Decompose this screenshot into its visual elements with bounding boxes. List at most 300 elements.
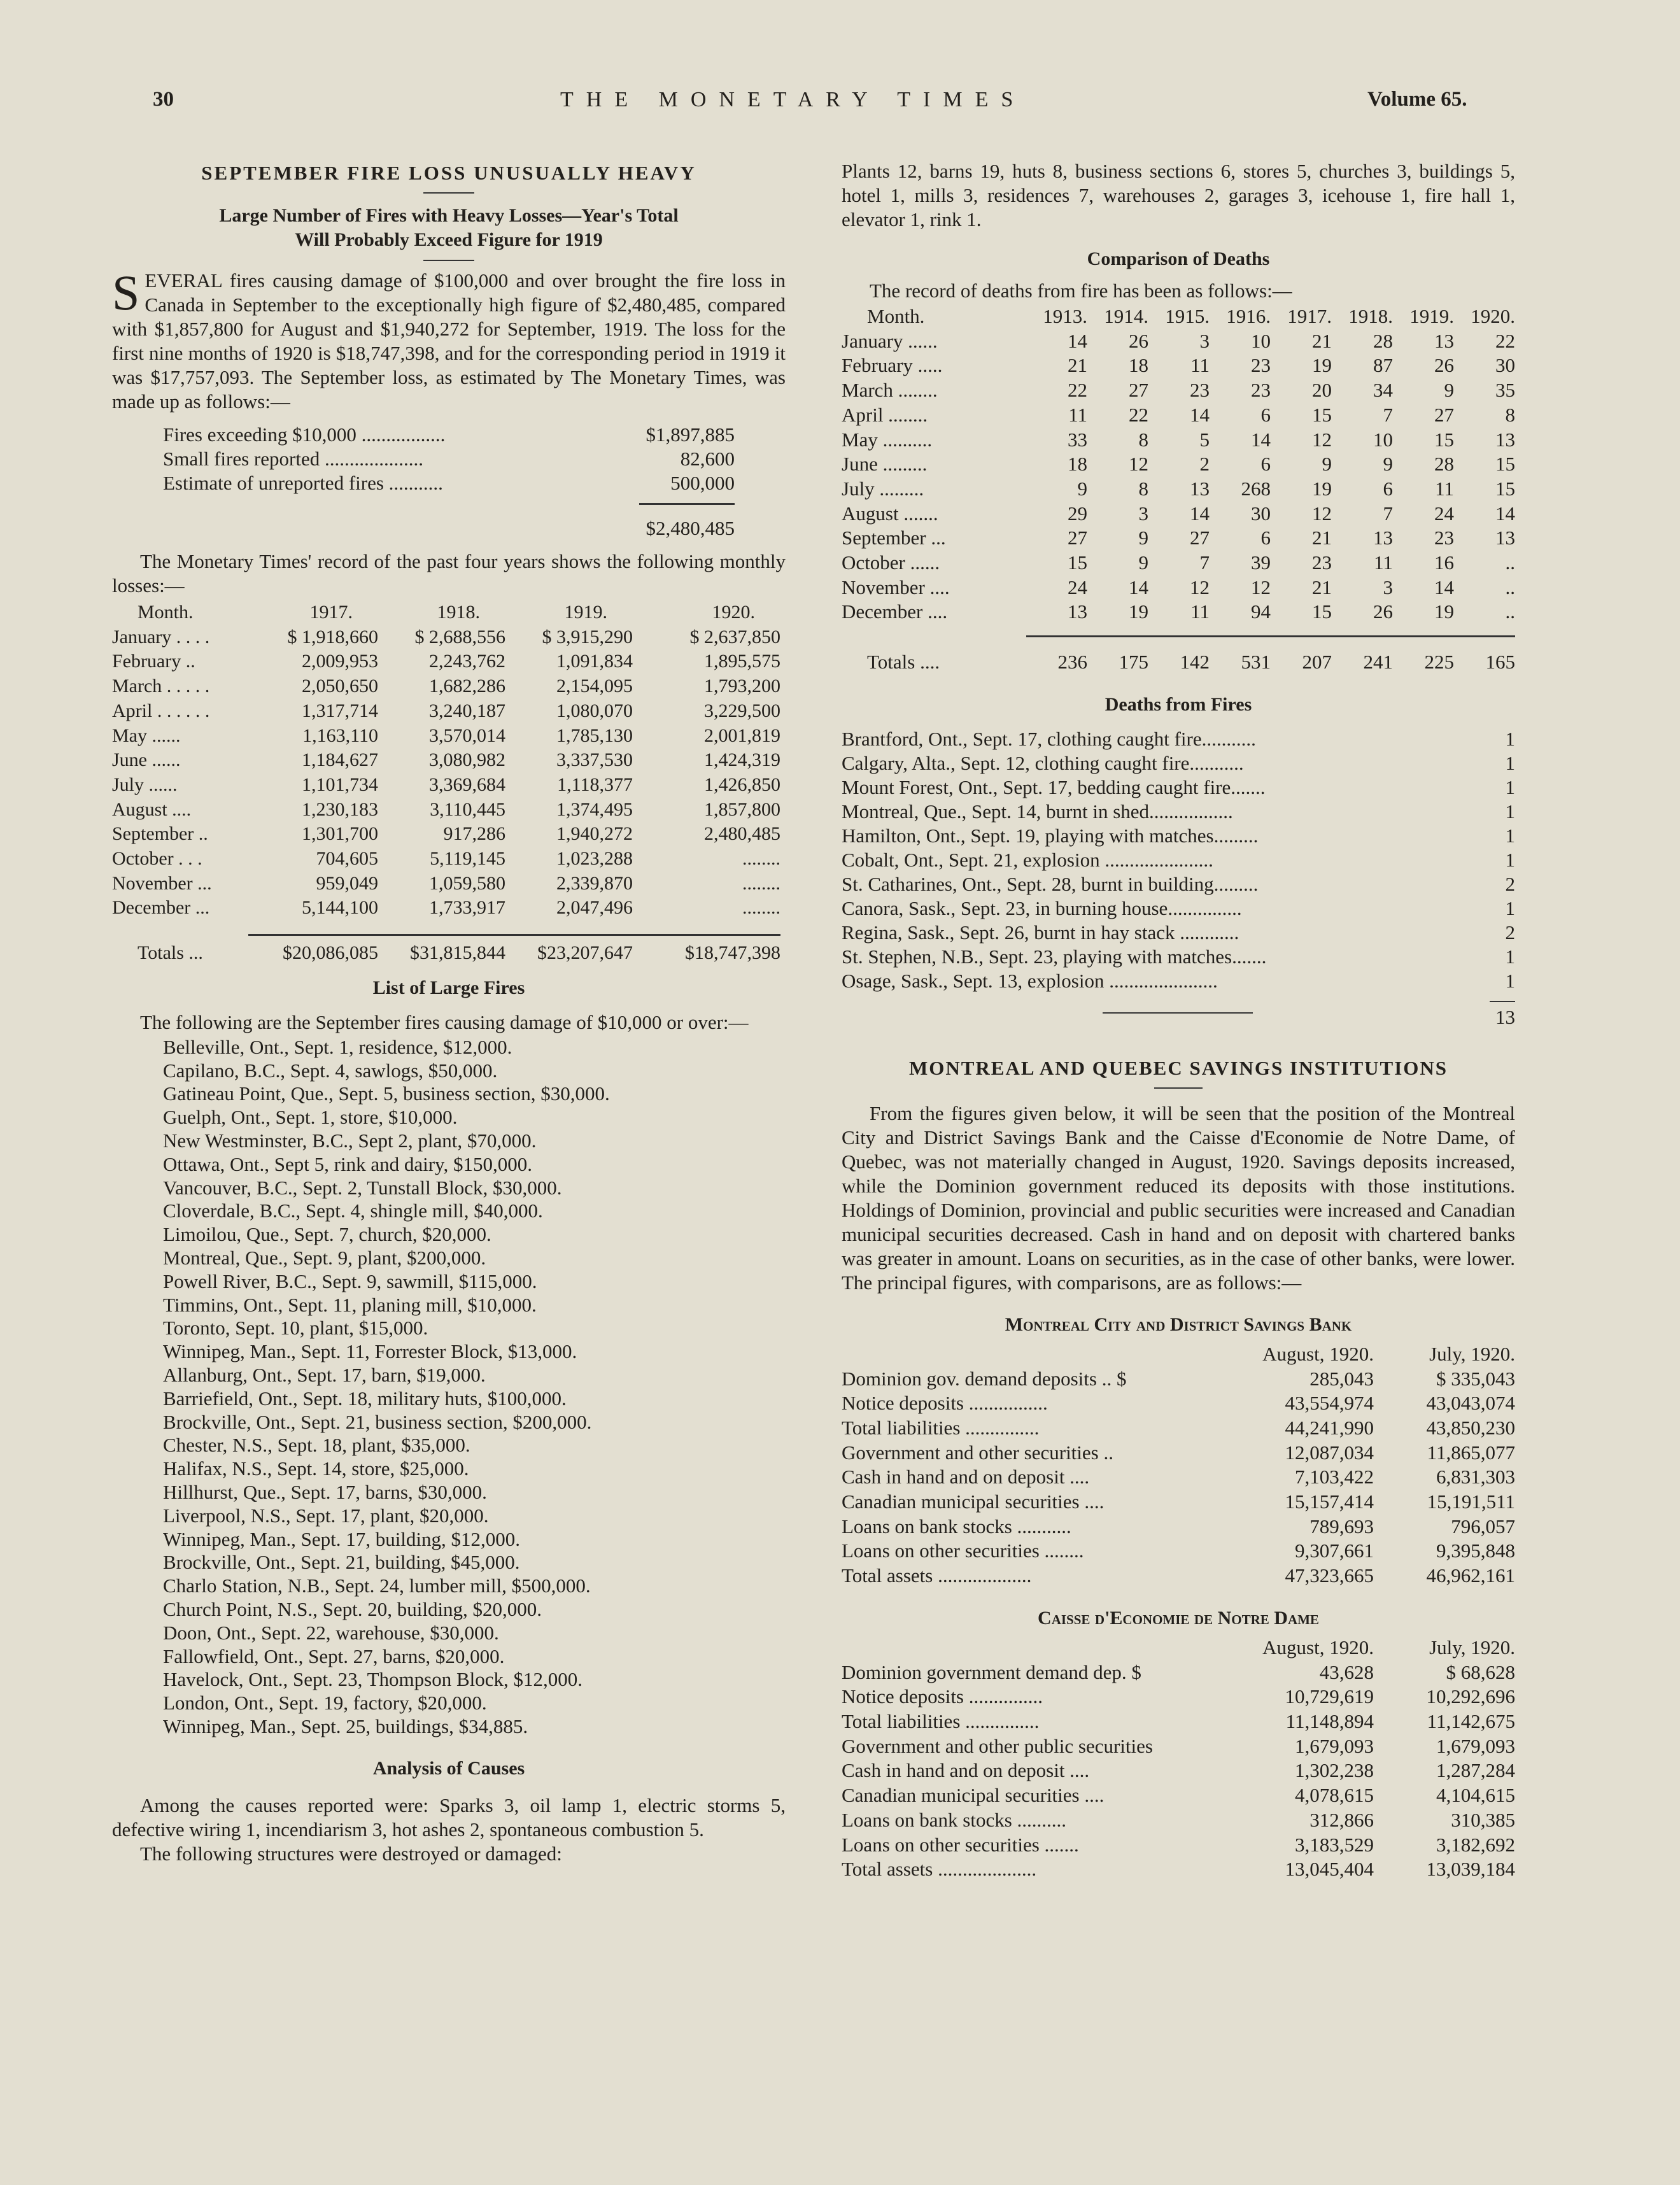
table-row [842, 1808, 1515, 1833]
value-cell: 11,865,077 [1427, 1441, 1515, 1464]
total-cell: $23,207,647 [537, 942, 633, 964]
divider [1103, 1012, 1253, 1014]
value-cell: 12 [1312, 502, 1332, 525]
value-cell: 1,163,110 [302, 725, 378, 746]
table-row [842, 1685, 1515, 1709]
value-cell: 9 [1444, 379, 1454, 402]
loss-item: Fires exceeding $10,000 ................. $1,897,885 [163, 423, 735, 446]
value-cell: 6 [1383, 477, 1393, 500]
list-item: Allanburg, Ont., Sept. 17, barn, $19,000. [163, 1364, 486, 1386]
value-cell: 3,337,530 [556, 749, 633, 771]
total-rule-row [112, 921, 780, 935]
value-cell: 14 [1251, 428, 1271, 451]
value-cell: 2,001,819 [704, 725, 780, 746]
value-cell: 1,785,130 [556, 725, 633, 746]
article2-title: MONTREAL AND QUEBEC SAVINGS INSTITUTIONS [908, 1056, 1448, 1079]
column-header: July, 1920. [1429, 1342, 1515, 1365]
item-label: Loans on bank stocks .......... [842, 1808, 1067, 1831]
list-item: Barriefield, Ont., Sept. 18, military huts, $100,000. [163, 1387, 567, 1410]
value-cell: 46,962,161 [1426, 1564, 1515, 1587]
value-cell: 9 [1138, 527, 1148, 549]
value-cell: 7 [1383, 403, 1393, 426]
rule-cell [633, 921, 780, 935]
table-row [112, 625, 780, 650]
value-cell: 14 [1190, 403, 1210, 426]
column-header: Month. [138, 602, 194, 623]
list-item: Fallowfield, Ont., Sept. 27, barns, $20,000. [163, 1644, 505, 1667]
list-item: Powell River, B.C., Sept. 9, sawmill, $115,000. [163, 1269, 537, 1292]
table-row [842, 1539, 1515, 1564]
list-item [842, 800, 1515, 824]
list-item: Vancouver, B.C., Sept. 2, Tunstall Block, $30,000. [163, 1176, 562, 1199]
rule-cell [1332, 625, 1393, 636]
value-cell: 15 [1068, 551, 1087, 574]
value-cell: 3 [1383, 576, 1393, 598]
value-cell: 2,154,095 [556, 675, 633, 697]
death-entry: Brantford, Ont., Sept. 17, clothing caught fire........... [842, 727, 1256, 750]
item-label: Government and other public securities [842, 1734, 1153, 1757]
rule-cell [378, 921, 505, 935]
value-cell: 3,240,187 [429, 700, 505, 721]
value-cell: ........ [742, 872, 780, 894]
causes-title: Analysis of Causes [372, 1757, 525, 1779]
table-row [112, 798, 780, 823]
list-item [842, 921, 1515, 945]
rule-cell [248, 921, 378, 935]
value-cell: 1,184,627 [302, 749, 378, 771]
value-cell: 13 [1434, 329, 1454, 352]
death-count: 1 [1505, 824, 1515, 847]
value-cell: 312,866 [1309, 1808, 1374, 1831]
value-cell: 15,191,511 [1427, 1490, 1515, 1513]
divider [423, 192, 474, 194]
death-count: 1 [1505, 800, 1515, 823]
value-cell: 27 [1190, 527, 1210, 549]
loss-breakdown [163, 423, 735, 541]
death-count: 2 [1505, 872, 1515, 895]
value-cell: 12 [1190, 576, 1210, 598]
list-item [842, 872, 1515, 896]
value-cell: 23 [1190, 379, 1210, 402]
value-cell: 6 [1260, 527, 1271, 549]
spacer [842, 636, 1026, 650]
value-cell: 13 [1495, 428, 1515, 451]
value-cell: 11 [1435, 477, 1454, 500]
table-row [842, 551, 1515, 576]
item-label: Notice deposits ................ [842, 1392, 1048, 1415]
month-cell: March . . . . . [112, 675, 210, 697]
value-cell: 1,679,093 [1436, 1734, 1515, 1757]
month-cell: January ...... [842, 329, 938, 352]
totals-row [112, 941, 780, 966]
value-cell: 1,679,093 [1295, 1734, 1374, 1757]
value-cell: 19 [1434, 600, 1454, 623]
table-row [842, 329, 1515, 354]
value-cell: 704,605 [316, 848, 378, 870]
item-label: Loans on bank stocks ........... [842, 1515, 1071, 1538]
item-label: Canadian municipal securities .... [842, 1490, 1105, 1513]
month-cell: October ...... [842, 551, 940, 574]
list-item [842, 775, 1515, 800]
value-cell: 26 [1434, 354, 1454, 377]
death-entry: Canora, Sask., Sept. 23, in burning house............... [842, 896, 1242, 919]
divider [1154, 1087, 1203, 1089]
column-header: 1915. [1165, 305, 1210, 327]
column-header: 1918. [437, 602, 480, 623]
item-label: Canadian municipal securities .... [842, 1784, 1105, 1807]
totals-label: Totals ... [138, 942, 203, 964]
right-column [842, 159, 1515, 1882]
list-item [842, 945, 1515, 969]
column-header: Month. [867, 305, 925, 327]
value-cell: 2 [1199, 453, 1210, 476]
month-cell: December ... [112, 897, 210, 919]
total-cell: 531 [1241, 651, 1271, 674]
value-cell: 13 [1495, 527, 1515, 549]
value-cell: 18 [1129, 354, 1148, 377]
value-cell: 1,230,183 [302, 798, 378, 820]
death-entry: Hamilton, Ont., Sept. 19, playing with matches......... [842, 824, 1259, 847]
table-header-row [842, 304, 1515, 329]
total-rule-row [842, 625, 1515, 636]
death-count: 1 [1505, 775, 1515, 798]
column-header: August, 1920. [1262, 1636, 1374, 1658]
record-intro: The Monetary Times' record of the past four years shows the following monthly losses:— [112, 550, 786, 597]
total-cell: $18,747,398 [685, 942, 780, 964]
column-header: 1913. [1043, 305, 1087, 327]
table-row [112, 773, 780, 798]
list-item [842, 727, 1515, 751]
table-row [842, 353, 1515, 378]
value-cell: 9 [1077, 477, 1087, 500]
total-cell: 142 [1180, 651, 1210, 674]
value-cell: 1,895,575 [704, 651, 780, 672]
value-cell: 3 [1138, 502, 1148, 525]
value-cell: 3,080,982 [429, 749, 505, 771]
value-cell: 7 [1383, 502, 1393, 525]
value-cell: 30 [1251, 502, 1271, 525]
month-cell: September .. [112, 823, 208, 845]
column-header: 1918. [1348, 305, 1393, 327]
list-item: London, Ont., Sept. 19, factory, $20,000. [163, 1692, 487, 1715]
value-cell: 3,570,014 [429, 725, 505, 746]
rule-cell [505, 921, 633, 935]
value-cell: 11 [1190, 354, 1210, 377]
bank2-table [842, 1636, 1515, 1882]
list-item: Winnipeg, Man., Sept. 25, buildings, $34,885. [163, 1715, 528, 1737]
column-header: 1920. [1471, 305, 1515, 327]
item-label: Loans on other securities ........ [842, 1539, 1084, 1562]
list-item: Guelph, Ont., Sept. 1, store, $10,000. [163, 1106, 458, 1129]
article2-text: From the figures given below, it will be seen that the position of the Montreal City and District Savings Bank and the Caisse d'Economie de Notre Dame, of Quebec, was not materially changed in August, 1920. Savings deposits increased, while the Dominion government reduced its deposits with those institutions. Holdings of Dominion, provincial and public securities were increased and Canadian municipal securities decreased. Cash in hand and on deposit with chartered banks was greater in amount. Loans on securities, as in the case of other banks, were lower. The principal figures, with comparisons, are as follows:— [842, 1101, 1515, 1294]
list-item: Winnipeg, Man., Sept. 17, building, $12,000. [163, 1527, 521, 1550]
table-row [112, 847, 780, 872]
value-cell: 23 [1251, 354, 1271, 377]
loss-total: $2,480,485 [646, 517, 735, 539]
value-cell: 3,229,500 [704, 700, 780, 721]
value-cell: 13,039,184 [1426, 1858, 1515, 1881]
month-cell: October . . . [112, 848, 202, 870]
month-cell: September ... [842, 527, 946, 549]
table-row [842, 1564, 1515, 1588]
value-cell: 22 [1068, 379, 1087, 402]
rule-cell [1454, 625, 1515, 636]
column-header: 1916. [1226, 305, 1271, 327]
column-header: 1919. [1409, 305, 1454, 327]
structures-intro: The following structures were destroyed or damaged: [140, 1842, 562, 1865]
month-cell: November .... [842, 576, 950, 598]
item-label: Total assets ................... [842, 1564, 1032, 1587]
deaths-comparison-title: Comparison of Deaths [1087, 248, 1270, 269]
deaths-table [842, 304, 1515, 675]
value-cell: 20 [1312, 379, 1332, 402]
table-row [842, 502, 1515, 527]
value-cell: 1,118,377 [557, 774, 633, 795]
list-item: Charlo Station, N.B., Sept. 24, lumber mill, $500,000. [163, 1574, 591, 1597]
list-item: Belleville, Ont., Sept. 1, residence, $12,000. [163, 1035, 512, 1058]
loss-item: Estimate of unreported fires ........... 500,000 [163, 472, 735, 494]
large-fires-title: List of Large Fires [372, 977, 525, 998]
table-row [842, 1833, 1515, 1858]
table-row [842, 1857, 1515, 1882]
list-item: Havelock, Ont., Sept. 23, Thompson Block, $12,000. [163, 1668, 582, 1691]
death-count: 1 [1505, 727, 1515, 750]
value-cell: 1,302,238 [1295, 1759, 1374, 1782]
death-entry: Mount Forest, Ont., Sept. 17, bedding caught fire....... [842, 775, 1266, 798]
value-cell: 1,733,917 [429, 897, 505, 919]
value-cell: 10,729,619 [1285, 1685, 1374, 1708]
list-item: Capilano, B.C., Sept. 4, sawlogs, $50,000. [163, 1059, 498, 1082]
list-item: New Westminster, B.C., Sept 2, plant, $70,000. [163, 1129, 537, 1152]
value-cell: 35 [1495, 379, 1515, 402]
value-cell: 15 [1495, 453, 1515, 476]
value-cell: 310,385 [1451, 1808, 1515, 1831]
value-cell: 11 [1190, 600, 1210, 623]
table-row [842, 428, 1515, 453]
list-item: Church Point, N.S., Sept. 20, building, $20,000. [163, 1597, 542, 1620]
value-cell: 21 [1312, 576, 1332, 598]
item-label: Dominion government demand dep. $ [842, 1660, 1141, 1683]
drop-cap: S [112, 265, 140, 320]
value-cell: 8 [1505, 403, 1515, 426]
volume-label: Volume 65. [1367, 88, 1467, 111]
table-row [842, 1515, 1515, 1539]
list-item [842, 896, 1515, 921]
value-cell: 2,339,870 [556, 872, 633, 894]
value-cell: 13 [1373, 527, 1393, 549]
spacer-row [842, 636, 1515, 650]
month-cell: August .... [112, 798, 192, 820]
table-row [112, 748, 780, 773]
list-item: Doon, Ont., Sept. 22, warehouse, $30,000. [163, 1621, 499, 1644]
total-cell: $31,815,844 [410, 942, 505, 964]
total-cell: 207 [1302, 651, 1332, 674]
total-cell: 165 [1485, 651, 1515, 674]
value-cell: $ 3,915,290 [542, 626, 633, 647]
value-cell: 1,374,495 [556, 798, 633, 820]
value-cell: ........ [742, 897, 780, 919]
value-cell: 7,103,422 [1295, 1466, 1374, 1488]
list-item: Ottawa, Ont., Sept 5, rink and dairy, $150,000. [163, 1152, 533, 1175]
value-cell: 12 [1129, 453, 1148, 476]
column-header: July, 1920. [1429, 1636, 1515, 1658]
item-label: Government and other securities .. [842, 1441, 1113, 1464]
month-cell: November ... [112, 872, 212, 894]
article-title: SEPTEMBER FIRE LOSS UNUSUALLY HEAVY [201, 162, 696, 184]
value-cell: 10 [1373, 428, 1393, 451]
table-row [112, 674, 780, 699]
column-header: August, 1920. [1262, 1342, 1374, 1365]
totals-label: Totals .... [867, 651, 940, 674]
value-cell: 6 [1260, 453, 1271, 476]
value-cell: 8 [1138, 428, 1148, 451]
table-header-row [112, 600, 780, 625]
value-cell: 1,426,850 [704, 774, 780, 795]
column-header: 1917. [1287, 305, 1332, 327]
table-row [112, 699, 780, 724]
death-entry: St. Stephen, N.B., Sept. 23, playing with matches....... [842, 945, 1267, 968]
table-row [842, 1367, 1515, 1392]
value-cell: 15 [1312, 403, 1332, 426]
value-cell: 26 [1129, 329, 1148, 352]
column-header: 1914. [1104, 305, 1148, 327]
value-cell: 9 [1138, 551, 1148, 574]
value-cell: 1,091,834 [556, 651, 633, 672]
deaths-list [842, 727, 1515, 993]
rule-cell [1087, 625, 1148, 636]
value-cell: 22 [1129, 403, 1148, 426]
value-cell: 1,059,580 [429, 872, 505, 894]
value-cell: 2,009,953 [302, 651, 378, 672]
article-subtitle-line2: Will Probably Exceed Figure for 1919 [295, 229, 603, 250]
value-cell: 1,857,800 [704, 798, 780, 820]
value-cell: 2,050,650 [302, 675, 378, 697]
value-cell: .. [1505, 600, 1515, 623]
value-cell: 34 [1373, 379, 1393, 402]
list-item: Gatineau Point, Que., Sept. 5, business section, $30,000. [163, 1082, 610, 1105]
bank2-title: Caisse d'Economie de Notre Dame [1038, 1607, 1319, 1629]
table-row [842, 1758, 1515, 1783]
value-cell: 11,148,894 [1285, 1709, 1374, 1732]
list-item: Chester, N.S., Sept. 18, plant, $35,000. [163, 1434, 470, 1457]
value-cell: 1,793,200 [704, 675, 780, 697]
value-cell: $ 1,918,660 [287, 626, 378, 647]
value-cell: 12 [1251, 576, 1271, 598]
table-row [842, 1416, 1515, 1441]
rule-cell [1210, 625, 1271, 636]
article-subtitle-line1: Large Number of Fires with Heavy Losses—Year's Total [219, 205, 679, 226]
table-row [842, 1465, 1515, 1490]
table-row [112, 724, 780, 749]
value-cell: 917,286 [443, 823, 505, 845]
value-cell: 3,183,529 [1295, 1833, 1374, 1856]
value-cell: 1,080,070 [556, 700, 633, 721]
value-cell: 28 [1434, 453, 1454, 476]
item-label: Loans on other securities ....... [842, 1833, 1079, 1856]
month-cell: May ...... [112, 725, 181, 746]
value-cell: 9 [1383, 453, 1393, 476]
sum-rule [639, 503, 735, 505]
value-cell: 9 [1322, 453, 1332, 476]
table-row [842, 1660, 1515, 1685]
table-row [842, 526, 1515, 551]
value-cell: 26 [1373, 600, 1393, 623]
value-cell: 1,301,700 [302, 823, 378, 845]
value-cell: 4,104,615 [1436, 1784, 1515, 1807]
rule-cell [1393, 625, 1454, 636]
value-cell: 11 [1374, 551, 1393, 574]
value-cell: 1,317,714 [302, 700, 378, 721]
death-count: 1 [1505, 751, 1515, 774]
value-cell: 4,078,615 [1295, 1784, 1374, 1807]
monthly-losses-table [112, 600, 780, 966]
value-cell: .. [1505, 551, 1515, 574]
value-cell: 33 [1068, 428, 1087, 451]
value-cell: $ 2,688,556 [414, 626, 505, 647]
item-label: Dominion gov. demand deposits .. $ [842, 1367, 1127, 1390]
month-cell: January . . . . [112, 626, 210, 647]
value-cell: 43,628 [1319, 1660, 1374, 1683]
value-cell: 43,850,230 [1426, 1416, 1515, 1439]
month-cell: July ......... [842, 477, 924, 500]
value-cell: 27 [1129, 379, 1148, 402]
total-cell: 241 [1363, 651, 1393, 674]
divider [423, 260, 474, 261]
list-item [842, 848, 1515, 872]
value-cell: 6 [1260, 403, 1271, 426]
list-item: Liverpool, N.S., Sept. 17, plant, $20,000. [163, 1504, 489, 1527]
structures-text: Plants 12, barns 19, huts 8, business sections 6, stores 5, churches 3, buildings 5, hotel 1, mills 3, residences 7, warehouses 2, garages 3, icehouse 1, fire hall 1, elevator 1, rink 1. [842, 160, 1515, 230]
month-cell: June ...... [112, 749, 181, 771]
list-item: Cloverdale, B.C., Sept. 4, shingle mill, $40,000. [163, 1199, 543, 1222]
month-cell: March ........ [842, 379, 938, 402]
table-row [842, 1734, 1515, 1759]
deaths-total: 13 [1495, 1005, 1515, 1028]
value-cell: 21 [1312, 329, 1332, 352]
table-row [842, 576, 1515, 600]
value-cell: 15,157,414 [1285, 1490, 1374, 1513]
value-cell: 5,144,100 [302, 897, 378, 919]
value-cell: 14 [1190, 502, 1210, 525]
value-cell: 94 [1251, 600, 1271, 623]
death-entry: Cobalt, Ont., Sept. 21, explosion ...................... [842, 848, 1213, 871]
value-cell: 44,241,990 [1285, 1416, 1374, 1439]
month-cell: April ........ [842, 403, 928, 426]
value-cell: 8 [1138, 477, 1148, 500]
totals-row [842, 650, 1515, 675]
table-row [842, 378, 1515, 403]
table-row [842, 1391, 1515, 1416]
value-cell: 13,045,404 [1285, 1858, 1374, 1881]
value-cell: 22 [1495, 329, 1515, 352]
list-item [842, 969, 1515, 993]
value-cell: 10 [1251, 329, 1271, 352]
value-cell: 23 [1251, 379, 1271, 402]
month-cell: May .......... [842, 428, 933, 451]
rule-cell [1026, 625, 1087, 636]
value-cell: 43,554,974 [1285, 1392, 1374, 1415]
table-header-row [842, 1342, 1515, 1367]
list-item: Limoilou, Que., Sept. 7, church, $20,000. [163, 1223, 491, 1246]
table-row [842, 1709, 1515, 1734]
item-label: Total assets .................... [842, 1858, 1037, 1881]
item-label: Notice deposits ............... [842, 1685, 1043, 1708]
table-row [842, 1441, 1515, 1466]
table-row [842, 1783, 1515, 1808]
value-cell: 21 [1068, 354, 1087, 377]
list-item: Halifax, N.S., Sept. 14, store, $25,000. [163, 1457, 469, 1480]
value-cell: 14 [1129, 576, 1148, 598]
